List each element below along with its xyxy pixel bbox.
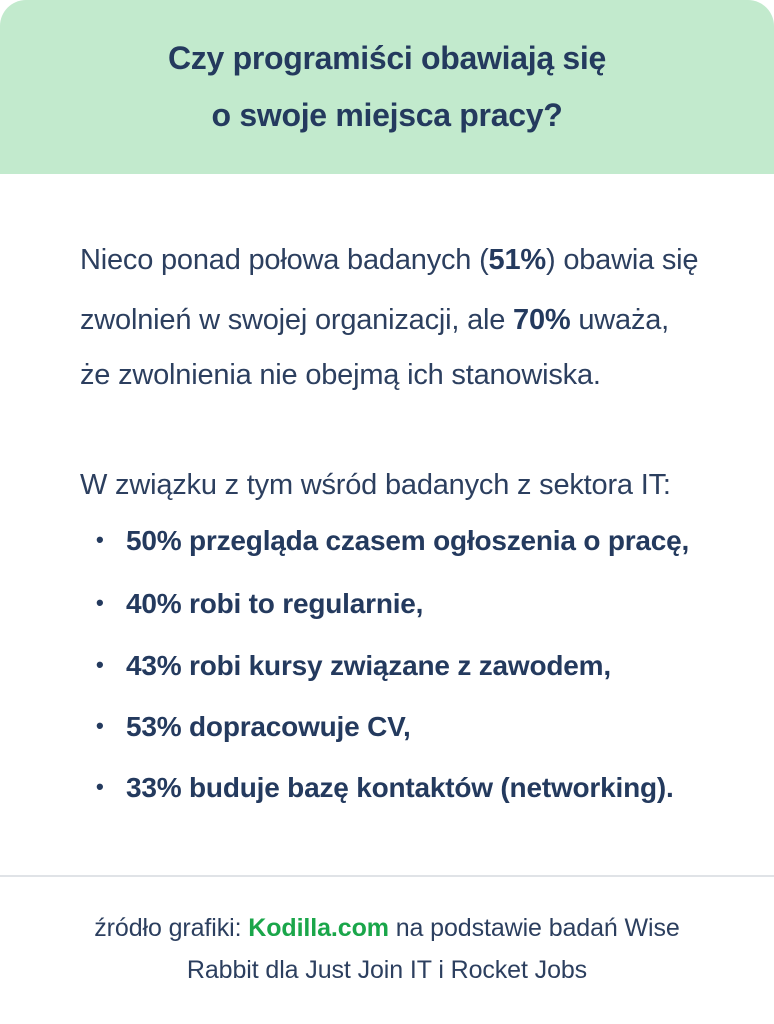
intro-paragraph-line-3: że zwolnienia nie obejmą ich stanowiska. bbox=[80, 359, 601, 391]
list-item-text: 53% dopracowuje CV, bbox=[126, 711, 411, 742]
list-item-text: 50% przegląda czasem ogłoszenia o pracę, bbox=[126, 525, 690, 556]
list-intro: W związku z tym wśród badanych z sektora IT: bbox=[80, 469, 671, 501]
stat-51-highlight: 51% bbox=[488, 244, 546, 276]
header-title-line-1: Czy programiści obawiają się bbox=[168, 40, 606, 76]
list-item bbox=[96, 588, 423, 620]
bullet-icon: • bbox=[96, 774, 104, 799]
intro-paragraph-line-1 bbox=[80, 244, 698, 277]
intro-text-2a: zwolnień w swojej organizacji, ale bbox=[80, 304, 514, 336]
intro-text-1a: Nieco ponad połowa badanych ( bbox=[80, 244, 489, 276]
intro-text-1b: ) obawia się bbox=[546, 244, 699, 276]
footer-divider bbox=[0, 875, 774, 877]
list-item bbox=[96, 525, 689, 557]
list-item-text: 43% robi kursy związane z zawodem, bbox=[126, 650, 611, 681]
header-banner bbox=[0, 0, 774, 174]
stat-70-highlight: 70% bbox=[513, 304, 571, 336]
source-brand: Kodilla.com bbox=[248, 914, 389, 942]
header-title-line-2: o swoje miejsca pracy? bbox=[211, 97, 563, 133]
list-item bbox=[96, 711, 411, 743]
source-prefix: źródło grafiki: bbox=[94, 914, 249, 942]
bullet-icon: • bbox=[96, 590, 104, 615]
intro-paragraph-line-2 bbox=[80, 304, 669, 337]
source-line-1 bbox=[0, 914, 774, 943]
intro-text-2b: uważa, bbox=[570, 304, 670, 336]
bullet-icon: • bbox=[96, 527, 104, 552]
bullet-icon: • bbox=[96, 713, 104, 738]
bullet-icon: • bbox=[96, 652, 104, 677]
source-suffix: na podstawie badań Wise bbox=[388, 914, 680, 942]
list-item bbox=[96, 772, 674, 804]
source-line-2: Rabbit dla Just Join IT i Rocket Jobs bbox=[186, 956, 588, 984]
list-item-text: 33% buduje bazę kontaktów (networking). bbox=[126, 772, 674, 803]
list-item-text: 40% robi to regularnie, bbox=[126, 588, 424, 619]
list-item bbox=[96, 650, 611, 682]
